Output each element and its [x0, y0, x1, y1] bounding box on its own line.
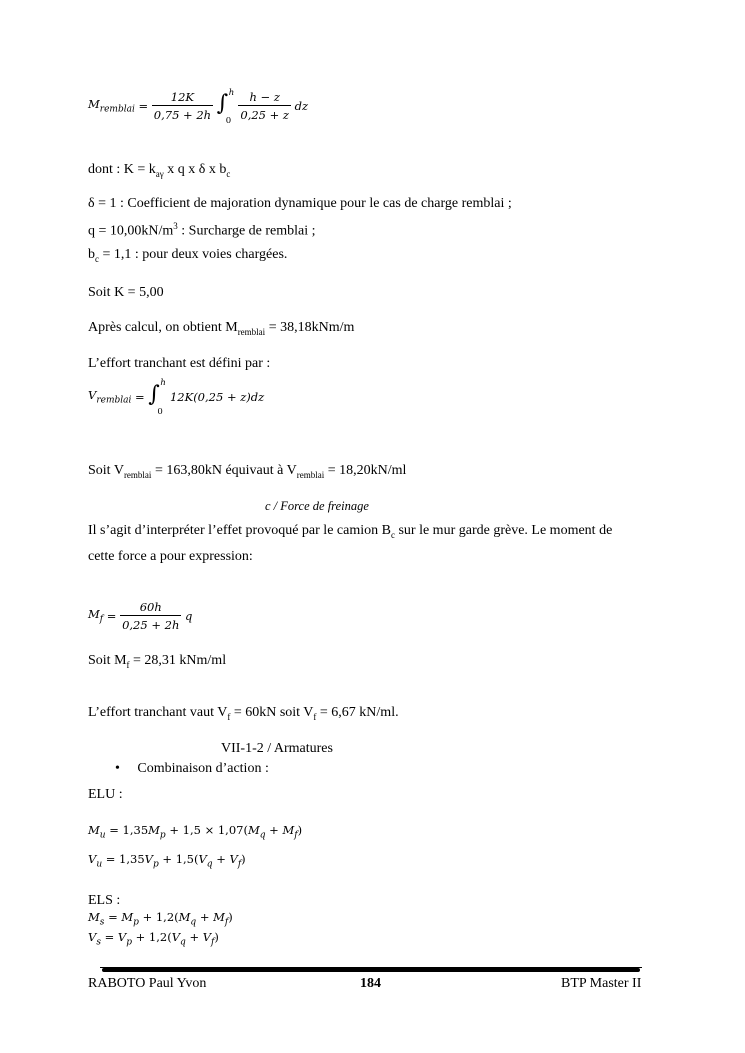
- heading-armatures: VII-1-2 / Armatures: [221, 741, 333, 756]
- label-els: ELS :: [88, 893, 121, 908]
- equation-vs: $V_s = V_p + 1,2(V_q + V_f)$: [88, 930, 219, 948]
- integral-sign: ∫: [216, 91, 229, 116]
- line-soit-k: Soit K = 5,00: [88, 285, 164, 300]
- integral-sign: ∫: [148, 382, 160, 407]
- line-effort-vf: L’effort tranchant vaut $V_f = 60kN$ soit $V_f = 6,67$ kN/ml.: [88, 705, 399, 722]
- equation-v-remblai: $V_{remblai}$ = ∫ h 0 12K(0,25 + z)dz: [88, 378, 265, 417]
- paragraph-freinage-line-1: Il s’agit d’interpréter l’effet provoqué par le camion $B_c$ sur le mur garde grève. Le moment de: [88, 523, 613, 540]
- equation-ms: $M_s = M_p + 1,2(M_q + M_f)$: [88, 910, 233, 928]
- line-bc: $b_c = 1,1$ : pour deux voies chargées.: [88, 247, 288, 264]
- label-elu: ELU :: [88, 787, 123, 802]
- footer-page-number: 184: [360, 976, 381, 991]
- equation-m-remblai: $M_{remblai}$ = $\frac{12K}{0,75 + 2h}$ ∫ h 0 $\frac{h - z}{0,25 + z}$ dz: [88, 88, 309, 126]
- footer-program: BTP Master II: [561, 976, 642, 991]
- equation-mu: $M_u = 1,35M_p + 1,5 \times 1,07(M_q + M_f)$: [88, 823, 303, 841]
- line-delta: δ = 1 : Coefficient de majoration dynamique pour le cas de charge remblai ;: [88, 196, 512, 211]
- equation-vu: $V_u = 1,35V_p + 1,5(V_q + V_f)$: [88, 852, 246, 870]
- paragraph-freinage-line-2: cette force a pour expression:: [88, 549, 253, 564]
- footer-author: RABOTO Paul Yvon: [88, 976, 207, 991]
- line-q: $q = 10,00kN/m^3$ : Surcharge de remblai ;: [88, 221, 316, 239]
- line-dont: dont : $K = k_{a\gamma}$ x q x δ x $b_c$: [88, 162, 231, 179]
- section-caption-freinage: c / Force de freinage: [265, 499, 369, 513]
- line-apres-calcul: Après calcul, on obtient $M_{remblai} = 38,18kNm/m$: [88, 320, 355, 337]
- equation-mf: $M_f$ = $\frac{60h}{0,25 + 2h}$ q: [88, 600, 193, 632]
- bullet-combinaison: • Combinaison d’action :: [115, 761, 269, 777]
- line-soit-v-remblai: Soit $V_{remblai} = 163,80kN$ équivaut à $V_{remblai} = 18,20kN/ml$: [88, 463, 407, 480]
- line-soit-mf: Soit $M_f = 28,31$ kNm/ml: [88, 653, 227, 670]
- footer-rule: [102, 968, 640, 972]
- line-effort-defini: L’effort tranchant est défini par :: [88, 356, 271, 371]
